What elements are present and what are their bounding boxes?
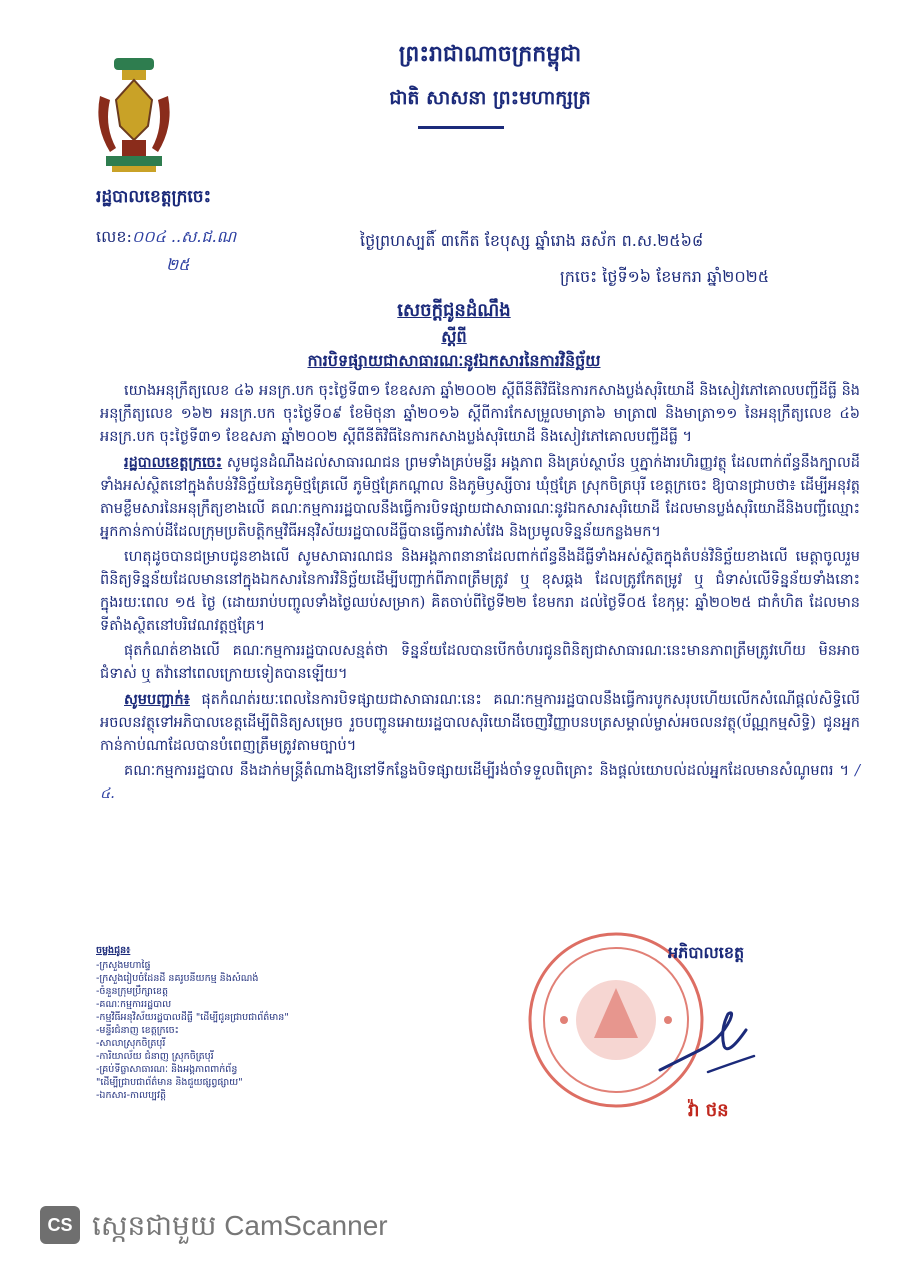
paragraph-text: សូមជូនដំណឹងដល់សាធារណជន ព្រមទាំងគ្រប់មន្ទីរ អង្គភាព និងគ្រប់ស្ថាប័ន ឬភ្នាក់ងារហិរញ្ញវត្ថុ ដែលពាក់ព័ន្ធនឹងក្បាលដីទាំងអស់ស្ថិតនៅក្នុងតំបន់វិនិច្ឆ័យនៃភូមិថ្មគ្រែលើ ភូមិថ្មគ្រែកណ្តាល និងភូមិឫស្សីចារ ឃុំថ្មគ្រែ ស្រុកចិត្របុរី ខេត្តក្រចេះ ឱ្យបានជ្រាបថា៖ ដើម្បីអនុវត្តតាមខ្លឹមសារនៃអនុក្រឹត្យខាងលើ គណៈកម្មការរដ្ឋបាលនឹងធ្វើការបិទផ្សាយជាសាធារណៈនូវឯកសារសុរិយោដី ដែលមានប្លង់សុរិយោដីនិងបញ្ជីឈ្មោះអ្នកកាន់កាប់ដីដែលក្រុមប្រតិបត្តិកម្មវិធីអនុវិស័យរដ្ឋបាលដីធ្លីបានធ្វើការវាស់វែង និងប្រមូលទិន្នន័យកន្លងមក។: [100, 455, 860, 540]
document-about: ស្តីពី: [441, 327, 467, 346]
paragraph-lead: រដ្ឋបាលខេត្តក្រចេះ: [124, 454, 223, 471]
closing-mark: /៤.: [100, 763, 860, 802]
kingdom-heading: ព្រះរាជាណាចក្រកម្ពុជា: [398, 41, 582, 67]
header-divider: [418, 126, 504, 129]
paragraph-lead: សូមបញ្ជាក់៖: [124, 691, 190, 708]
reference-prefix: លេខ:: [96, 227, 132, 246]
paragraph-text: ហេតុដូចបានជម្រាបជូនខាងលើ សូមសាធារណជន និងអង្គភាពនានាដែលពាក់ព័ន្ធនឹងដីធ្លីទាំងអស់ស្ថិតក្នុងតំបន់វិនិច្ឆ័យខាងលើ មេត្តាចូលរួមពិនិត្យទិន្នន័យដែលមាននៅក្នុងឯកសារនៃការវិនិច្ឆ័យដើម្បីបញ្ជាក់ពីភាពត្រឹមត្រូវ ឬ ខុសឆ្គង ដែលត្រូវកែតម្រូវ ឬ ជំទាស់លើទិន្នន័យទាំងនោះ ក្នុងរយៈពេល ១៥ ថ្ងៃ (ដោយរាប់បញ្ចូលទាំងថ្ងៃឈប់សម្រាក) គិតចាប់ពីថ្ងៃទី២២ ខែមករា ដល់ថ្ងៃទី០៥ ខែកុម្ភៈ ឆ្នាំ២០២៥ ជាកំហិត ដែលមានទីតាំងស្ថិតនៅបរិវេណវត្តថ្មគ្រែ។: [100, 549, 860, 634]
paragraph: [100, 380, 860, 449]
paragraph-text: ផុតកំណត់រយៈពេលនៃការបិទផ្សាយជាសាធារណៈនេះ គណៈកម្មការរដ្ឋបាលនឹងធ្វើការបូកសរុបហើយលើកសំណើផ្តល់សិទ្ធិលើអចលនវត្ថុទៅអភិបាលខេត្តដើម្បីពិនិត្យសម្រេច រួចបញ្ជូនអោយរដ្ឋបាលសុរិយោដីចេញវិញ្ញាបនបត្រសម្គាល់ម្ចាស់អចលនវត្ថុ(ប័ណ្ណកម្មសិទ្ធិ) ជូនអ្នកកាន់កាប់ណាដែលបានបំពេញត្រឹមត្រូវតាមច្បាប់។: [100, 692, 860, 754]
paragraph-text: ផុតកំណត់ខាងលើ គណៈកម្មការរដ្ឋបាលសន្មត់ថា ទិន្នន័យដែលបានបើកចំហរជូនពិនិត្យជាសាធារណៈនេះមានភាពត្រឹមត្រូវហើយ មិនអាចជំទាស់ ឬ តវ៉ានៅពេលក្រោយទៀតបានឡើយ។: [100, 643, 860, 682]
list-item: "ដើម្បីជ្រាបជាព័ត៌មាន និងជួយផ្សព្វផ្សាយ": [96, 1077, 243, 1088]
document-subject: ការបិទផ្សាយជាសាធារណៈនូវឯកសារនៃការវិនិច្ឆ័យ: [307, 351, 601, 370]
list-item: -គណៈកម្មការរដ្ឋបាល: [96, 999, 172, 1010]
paragraph: [100, 546, 860, 638]
list-item: -គ្រប់ទីធ្លាសាធារណៈ និងអង្គភាពពាក់ព័ន្ធ: [96, 1064, 238, 1075]
list-item: -ការិយាល័យ ជំនាញ ស្រុកចិត្របុរី: [96, 1051, 214, 1062]
list-item: -មន្ទីរជំនាញ ខេត្តក្រចេះ: [96, 1025, 179, 1036]
signatory-title: អភិបាលខេត្ត: [668, 943, 745, 962]
list-item: -ក្រសួងរៀបចំដែនដី នគរូបនីយកម្ម និងសំណង់: [96, 973, 259, 984]
list-item: -ក្រសួងមហាផ្ទៃ: [96, 960, 151, 971]
camscanner-logo-icon: CS: [40, 1206, 80, 1244]
list-item: -សាលាស្រុកចិត្របុរី: [96, 1038, 166, 1049]
royal-emblem-icon: [92, 56, 176, 174]
solar-date: ក្រចេះ ថ្ងៃទី១៦ ខែមករា ឆ្នាំ២០២៥: [560, 267, 770, 286]
reference-number: [96, 226, 236, 250]
national-motto: ជាតិ សាសនា ព្រះមហាក្សត្រ: [389, 87, 591, 109]
paragraph-text: គណៈកម្មការរដ្ឋបាល នឹងដាក់មន្ត្រីតំណាងឱ្យនៅទីកន្លែងបិទផ្សាយដើម្បីរង់ចាំទទួលពិគ្រោះ និងផ្តល់យោបល់ដល់អ្នកដែលមានសំណូមពរ ។: [124, 763, 850, 779]
carbon-copy-list: [96, 944, 336, 1102]
paragraph: [100, 451, 860, 544]
list-item: -ចំនួនក្រុមប្រឹក្សាខេត្ត: [96, 986, 169, 997]
reference-handwritten: ០០៤ ..ស.ជ.ណ: [131, 227, 237, 246]
list-item: -ឯកសារ-កាលប្បវត្តិ: [96, 1090, 166, 1101]
signatory-name: វ៉ា ថន: [688, 1100, 729, 1121]
list-item: -កម្មវិធីអនុវិស័យរដ្ឋបាលដីធ្លី "ដើម្បីជូនជ្រាបជាព័ត៌មាន": [96, 1012, 289, 1023]
document-body: [100, 380, 860, 808]
cc-title: ចម្លងជូន៖: [96, 945, 131, 956]
paragraph: [100, 688, 860, 758]
issuing-administration: រដ្ឋបាលខេត្តក្រចេះ: [96, 187, 212, 207]
reference-sub: ២៥: [166, 255, 190, 274]
signature: [650, 1000, 760, 1080]
paragraph: [100, 640, 860, 686]
document-title: សេចក្តីជូនដំណឹង: [397, 300, 511, 321]
paragraph: [100, 760, 860, 806]
lunar-date: ថ្ងៃព្រហស្បតិ៍ ៣កើត ខែបុស្ស ឆ្នាំរោង ឆស័ក ព.ស.២៥៦៨: [360, 231, 704, 250]
scanner-watermark: ស្កេនជាមួយ CamScanner: [92, 1210, 388, 1241]
paragraph-text: យោងអនុក្រឹត្យលេខ ៤៦ អនក្រ.បក ចុះថ្ងៃទី៣១ ខែឧសភា ឆ្នាំ២០០២ ស្តីពីនីតិវិធីនៃការកសាងប្លង់សុរិយោដី និងសៀវភៅគោលបញ្ជីដីធ្លី និងអនុក្រឹត្យលេខ ១៦២ អនក្រ.បក ចុះថ្ងៃទី០៩ ខែមិថុនា ឆ្នាំ២០១៦ ស្តីពីការកែសម្រួលមាត្រា៦ មាត្រា៧ និងមាត្រា១១ នៃអនុក្រឹត្យលេខ ៤៦ អនក្រ.បក ចុះថ្ងៃទី៣១ ខែឧសភា ឆ្នាំ២០០២ ស្តីពីនីតិវិធីនៃការកសាងប្លង់សុរិយោដី និងសៀវភៅគោលបញ្ជីដីធ្លី ។: [100, 383, 860, 445]
